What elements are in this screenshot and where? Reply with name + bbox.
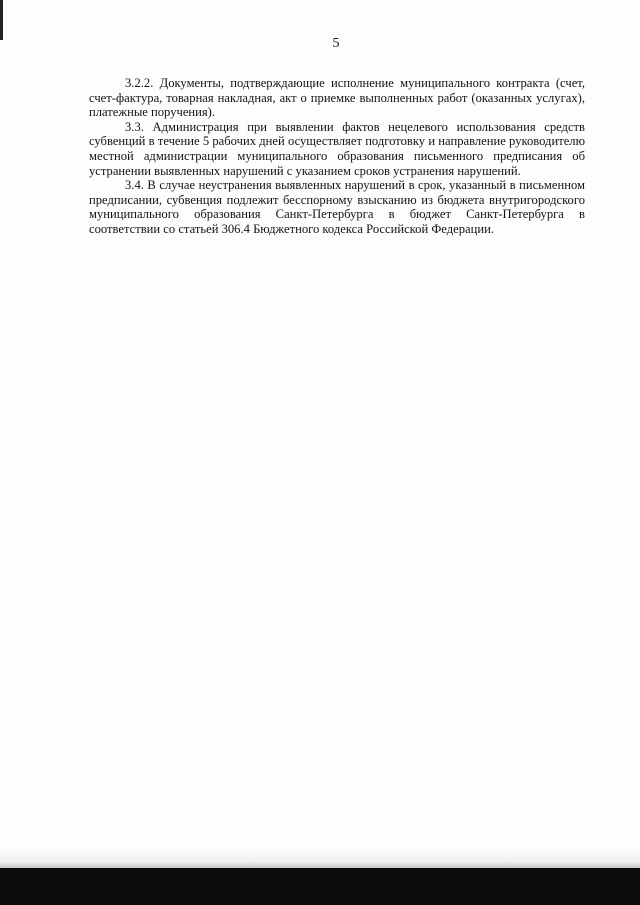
paragraph-3-2-2: 3.2.2. Документы, подтверждающие исполнение муниципального контракта (счет, счет-фактура, товарная накладная, акт о приемке выполненных работ (оказанных услугах), платежные поручения). [89,76,585,120]
paragraph-3-3: 3.3. Администрация при выявлении фактов нецелевого использования средств субвенций в течение 5 рабочих дней осуществляет подготовку и направление руководителю местной администрации муниципального образования письменного предписания об устранении выявленных нарушений с указанием сроков устранения нарушений. [89,119,585,178]
scan-noise [0,850,640,870]
page-number: 5 [332,36,340,51]
scan-edge-mark [0,0,3,40]
paragraph-3-4: 3.4. В случае неустранения выявленных нарушений в срок, указанный в письменном предписании, субвенция подлежит бесспорному взысканию из бюджета внутригородского муниципального образования Санкт-Петербурга в бюджет Санкт-Петербурга в соответствии со статьей 306.4 Бюджетного кодекса Российской Федерации. [89,178,585,236]
scan-bottom-border [0,868,640,905]
document-body [89,76,585,237]
